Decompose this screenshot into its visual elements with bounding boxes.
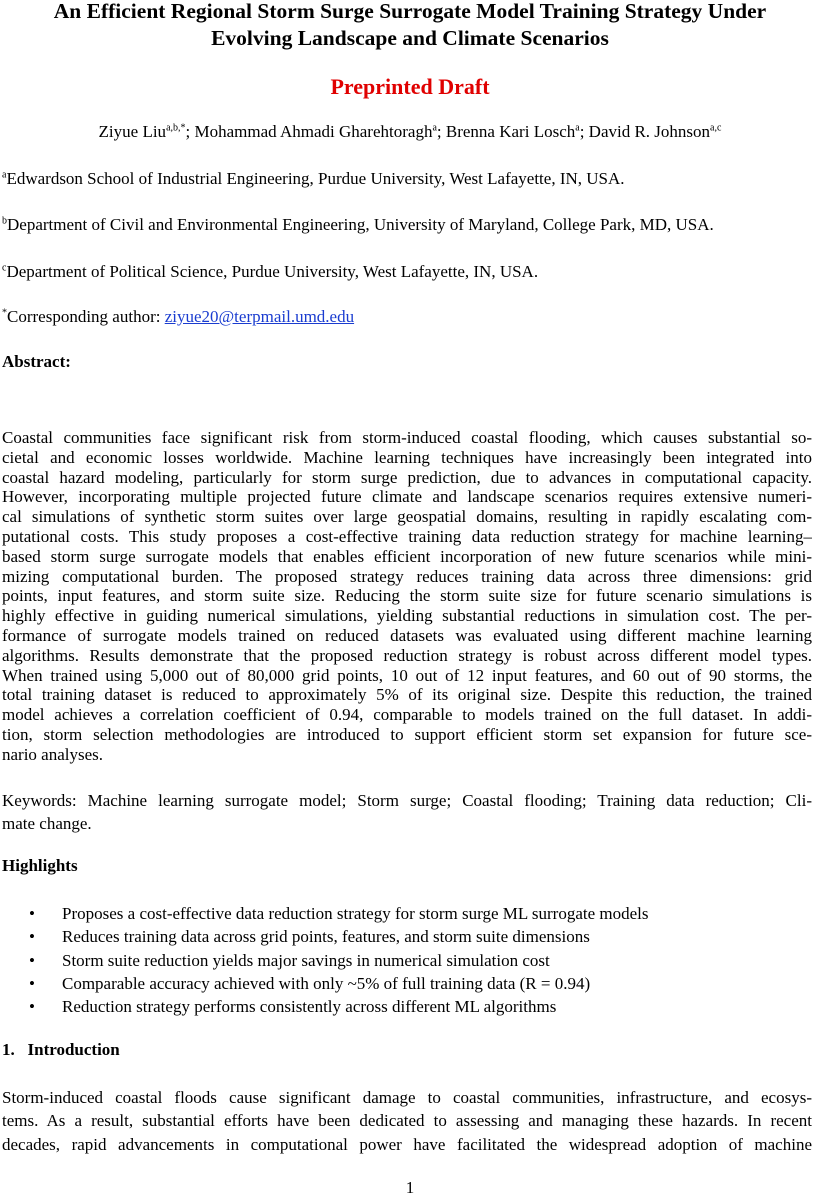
highlights-list xyxy=(2,902,812,1018)
title-line: Evolving Landscape and Climate Scenarios xyxy=(211,26,609,50)
abstract-line: cietal and economic losses worldwide. Machine learning techniques have increasingly been integrated into xyxy=(2,447,812,467)
title-line: An Efficient Regional Storm Surge Surrogate Model Training Strategy Under xyxy=(53,0,767,23)
abstract-line: tion, storm selection methodologies are introduced to support efficient storm set expansion for future sce- xyxy=(2,724,812,744)
abstract-line: Coastal communities face significant risk from storm-induced coastal flooding, which causes substantial so- xyxy=(2,428,812,447)
abstract-line: algorithms. Results demonstrate that the proposed reduction strategy is robust across different model types. xyxy=(2,645,812,665)
abstract-line: model achieves a correlation coefficient of 0.94, comparable to models trained on the full dataset. In addi- xyxy=(2,705,812,725)
abstract-line: mizing computational burden. The proposed strategy reduces training data across three dimensions: grid xyxy=(2,566,812,586)
author-list: Ziyue Liu$^{a,b,*}$; Mohammad Ahmadi Gharehtoragh$^a$; Brenna Kari Losch$^a$; David R. Johnson$^{a,c}$ xyxy=(98,122,722,141)
page-number: 1 xyxy=(405,1178,415,1197)
abstract-line: total training dataset is reduced to approximately 5% of its original size. Despite this reduction, the trained xyxy=(2,685,812,705)
introduction-line: Storm-induced coastal floods cause significant damage to coastal communities, infrastructure, and ecosys- xyxy=(2,1088,812,1107)
affiliation: $^c$Department of Political Science, Purdue University, West Lafayette, IN, USA. xyxy=(2,262,539,281)
abstract-line: highly effective in guiding numerical simulations, yielding substantial reductions in simulation cost. The per- xyxy=(2,606,812,626)
abstract-line: based storm surge surrogate models that enables efficient incorporation of new future scenarios while mini- xyxy=(2,546,812,566)
keywords xyxy=(2,789,812,836)
author: Mohammad Ahmadi Gharehtoragh$^a$ xyxy=(194,122,437,141)
highlight-text: Proposes a cost-effective data reduction strategy for storm surge ML surrogate models xyxy=(62,904,649,923)
abstract-line: points, input features, and storm suite size. Reducing the storm suite size for future scenario simulations is xyxy=(2,586,812,606)
highlight-text: Reduction strategy performs consistently across different ML algorithms xyxy=(62,997,557,1017)
highlight-text: Comparable accuracy achieved with only ~5% of full training data (R = 0.94) xyxy=(62,973,591,993)
author: Brenna Kari Losch$^a$ xyxy=(445,122,580,141)
email-link[interactable]: ziyue20@terpmail.umd.edu xyxy=(164,307,355,326)
abstract-line: When trained using 5,000 out of 80,000 grid points, 10 out of 12 input features, and 60 out of 90 storms, the xyxy=(2,665,812,685)
introduction-line: decades, rapid advancements in computational power have facilitated the widespread adoption of machine xyxy=(2,1134,812,1154)
bullet-icon: • xyxy=(29,973,35,993)
highlight-text: Reduces training data across grid points, features, and storm suite dimensions xyxy=(62,927,590,947)
abstract-line: However, incorporating multiple projected future climate and landscape scenarios requires extensive numeri- xyxy=(2,487,812,507)
affiliation: $^a$Edwardson School of Industrial Engineering, Purdue University, West Lafayette, IN, USA. xyxy=(2,169,625,188)
highlight-item xyxy=(2,995,812,1018)
abstract-line: cal simulations of synthetic storm suites over large geospatial domains, resulting in rapidly escalating com- xyxy=(2,507,812,527)
author: Ziyue Liu$^{a,b,*}$ xyxy=(98,122,186,141)
abstract-body xyxy=(2,428,812,765)
bullet-icon: • xyxy=(29,950,35,970)
bullet-icon: • xyxy=(29,927,35,947)
highlight-text: Storm suite reduction yields major savings in numerical simulation cost xyxy=(62,950,550,970)
author: David R. Johnson$^{a,c}$ xyxy=(588,122,722,141)
bullet-icon: • xyxy=(29,997,35,1017)
paper-title xyxy=(0,0,820,52)
highlight-item xyxy=(2,902,812,925)
draft-label: Preprinted Draft xyxy=(330,74,490,99)
highlight-item xyxy=(2,972,812,995)
introduction-heading: 1. Introduction xyxy=(2,1040,120,1059)
affiliation: $^b$Department of Civil and Environmental Engineering, University of Maryland, College Park, MD, USA. xyxy=(2,215,714,234)
highlight-item xyxy=(2,949,812,972)
keywords-line: mate change. xyxy=(2,814,92,834)
introduction-body xyxy=(2,1086,812,1156)
abstract-line: putational costs. This study proposes a cost-effective training data reduction strategy for machine learning– xyxy=(2,526,812,546)
keywords-line: Keywords: Machine learning surrogate model; Storm surge; Coastal flooding; Training data reduction; Cli- xyxy=(2,791,812,810)
abstract-line: nario analyses. xyxy=(2,744,104,764)
abstract-line: formance of surrogate models trained on reduced datasets was evaluated using different machine learning xyxy=(2,625,812,645)
introduction-line: tems. As a result, substantial efforts have been dedicated to assessing and managing these hazards. In recent xyxy=(2,1111,812,1131)
corresponding-author: *Corresponding author: ziyue20@terpmail.umd.edu xyxy=(2,307,355,326)
highlight-item xyxy=(2,925,812,948)
highlights-heading: Highlights xyxy=(2,856,78,875)
abstract-line: coastal hazard modeling, particularly for storm surge prediction, due to advances in computational capacity. xyxy=(2,467,812,487)
bullet-icon: • xyxy=(29,904,35,923)
abstract-heading: Abstract: xyxy=(2,352,71,371)
